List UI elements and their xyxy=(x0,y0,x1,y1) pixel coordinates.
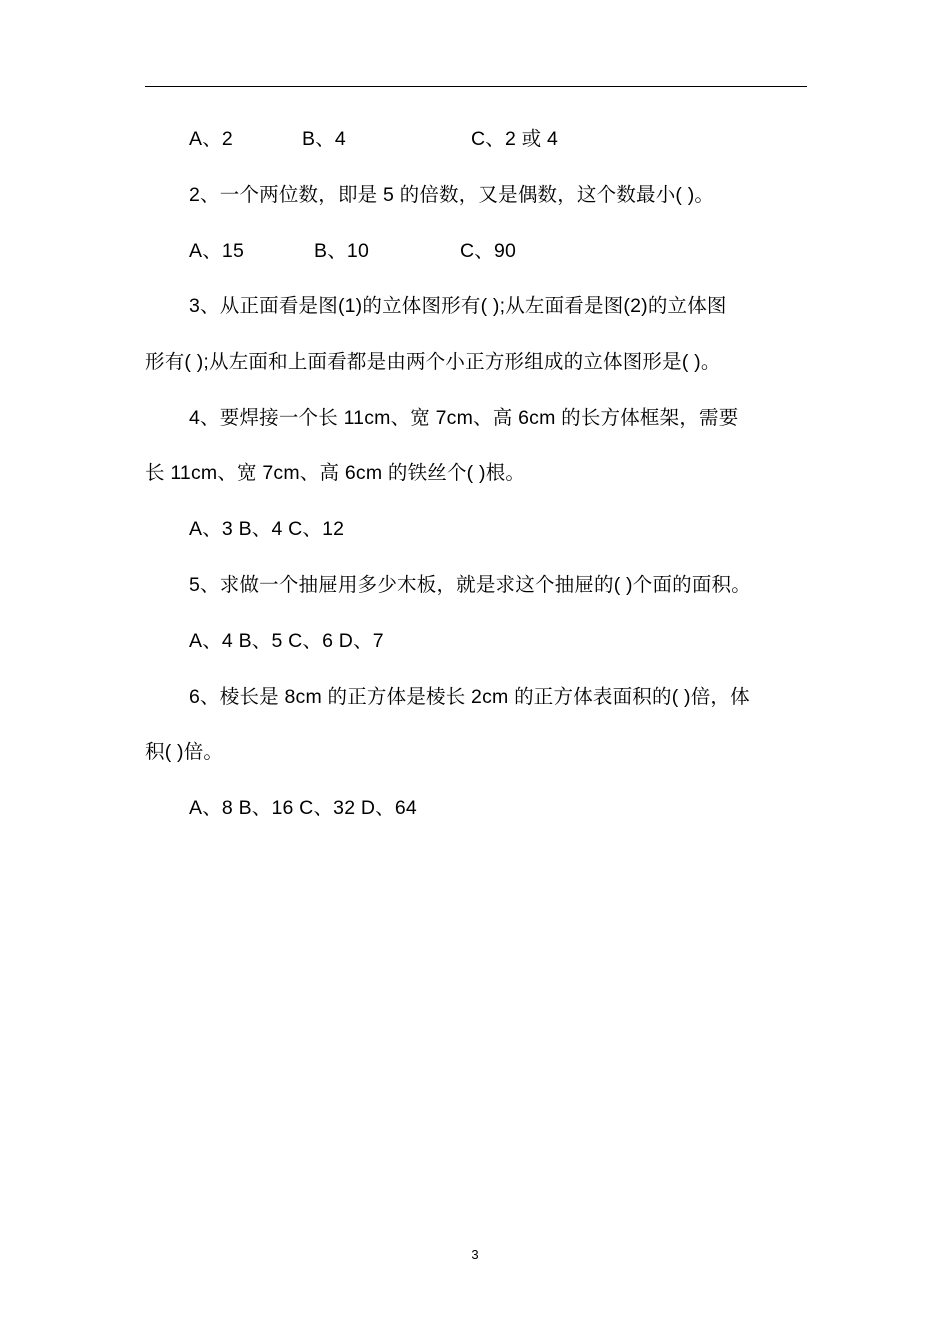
q1-option-a: A、2 xyxy=(189,128,233,150)
q1-option-c: C、2 或 4 xyxy=(471,128,559,150)
q2-question: 2、一个两位数，即是 5 的倍数，又是偶数，这个数最小( )。 xyxy=(189,184,715,206)
q6-question-line2: 积( )倍。 xyxy=(145,741,224,763)
q1-options xyxy=(145,125,851,153)
q3-question-line1: 3、从正面看是图(1)的立体图形有( );从左面看是图(2)的立体图 xyxy=(189,295,727,317)
q4-question-line2: 长 11cm、宽 7cm、高 6cm 的铁丝个( )根。 xyxy=(145,462,526,484)
q2-options xyxy=(145,237,851,265)
q2-option-a: A、15 xyxy=(189,240,244,262)
q6-question-line1: 6、棱长是 8cm 的正方体是棱长 2cm 的正方体表面积的( )倍，体 xyxy=(189,686,750,708)
q3-question-line2: 形有( );从左面和上面看都是由两个小正方形组成的立体图形是( )。 xyxy=(145,351,721,373)
q6-options: A、8 B、16 C、32 D、64 xyxy=(189,797,417,819)
q5-question: 5、求做一个抽屉用多少木板，就是求这个抽屉的( )个面的面积。 xyxy=(189,574,751,596)
q2-option-b: B、10 xyxy=(314,240,369,262)
header-rule xyxy=(145,86,807,87)
q5-options: A、4 B、5 C、6 D、7 xyxy=(189,630,384,652)
page-number: 3 xyxy=(471,1247,479,1262)
q4-options: A、3 B、4 C、12 xyxy=(189,518,345,540)
q4-question-line1: 4、要焊接一个长 11cm、宽 7cm、高 6cm 的长方体框架，需要 xyxy=(189,407,739,429)
q2-option-c: C、90 xyxy=(460,240,517,262)
q1-option-b: B、4 xyxy=(302,128,346,150)
